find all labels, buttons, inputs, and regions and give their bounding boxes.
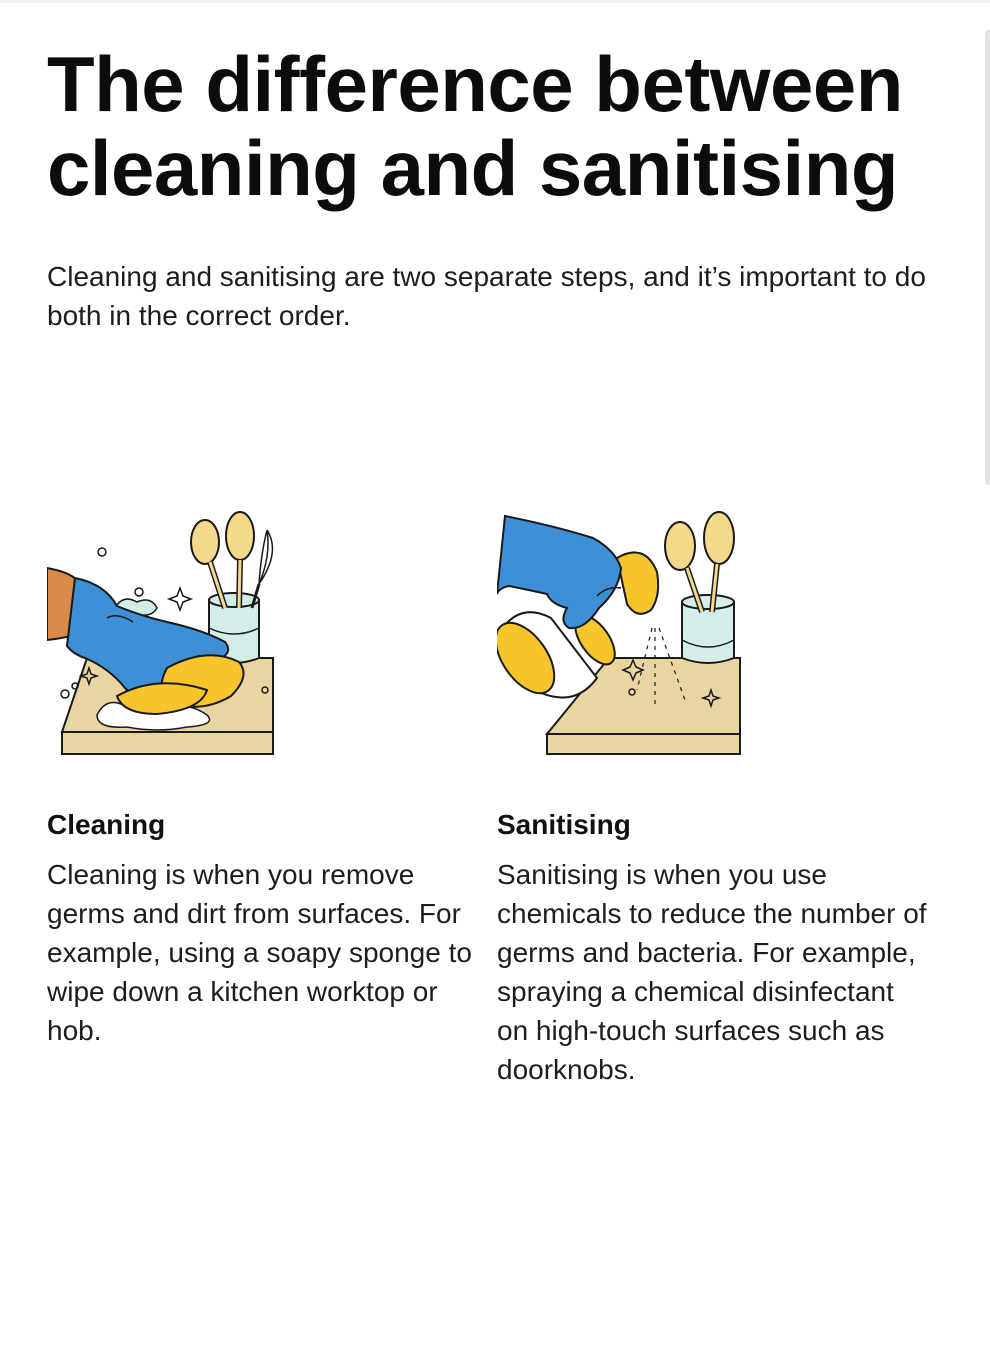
sanitising-section [497,500,937,1085]
sanitising-description: Sanitising is when you use chemicals to reduce the number of germs and bacteria. For example, spraying a chemical disinfectant on high-touch surfaces such as doorknobs. [497,859,927,1085]
glove-scrubbing-sponge-illustration [47,500,297,770]
glove-spray-bottle-illustration [497,500,747,770]
cleaning-section [47,500,487,1046]
cleaning-heading: Cleaning [47,809,166,840]
scrollbar[interactable] [985,30,990,485]
intro-text: Cleaning and sanitising are two separate steps, and it’s important to do both in the correct order. [47,261,926,331]
top-divider [0,0,990,3]
cleaning-description: Cleaning is when you remove germs and dirt from surfaces. For example, using a soapy sponge to wipe down a kitchen worktop or hob. [47,859,472,1046]
page-title: The difference between cleaning and sanitising [47,40,903,212]
sanitising-heading: Sanitising [497,809,631,840]
